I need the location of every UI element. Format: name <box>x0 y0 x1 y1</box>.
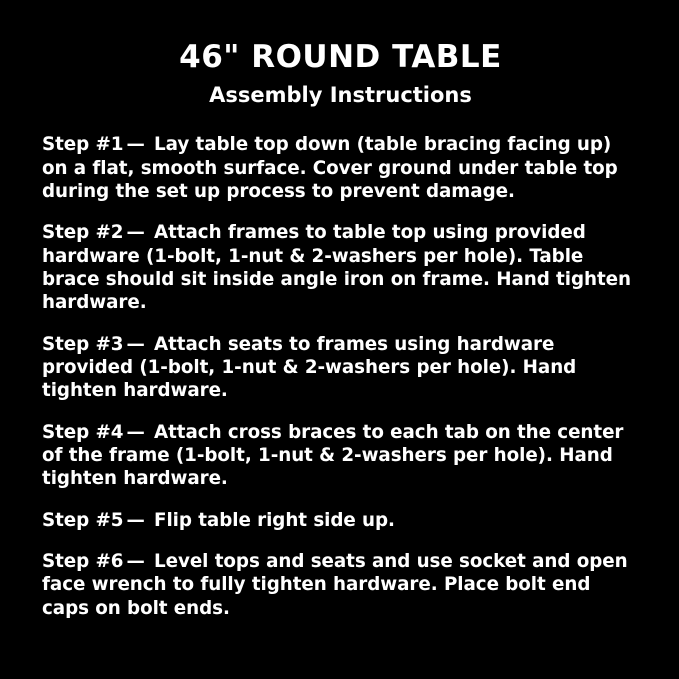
step-dash: — <box>126 421 145 443</box>
step-dash: — <box>126 509 145 531</box>
step-item <box>42 133 639 203</box>
step-label: Step #6 <box>42 551 124 573</box>
step-text: Lay table top down (table bracing facing up) on a flat, smooth surface. Cover ground under table top during the set up process to prevent damage. <box>42 134 618 202</box>
step-dash: — <box>126 333 145 355</box>
step-item <box>42 421 639 491</box>
step-label: Step #2 <box>42 222 124 244</box>
step-item <box>42 550 639 620</box>
steps-list <box>42 133 639 619</box>
step-text: Level tops and seats and use socket and open face wrench to fully tighten hardware. Place bolt end caps on bolt ends. <box>42 551 628 619</box>
step-item <box>42 509 639 532</box>
page-title: 46" ROUND TABLE <box>179 39 502 75</box>
step-dash: — <box>126 222 145 244</box>
step-text: Flip table right side up. <box>154 509 395 531</box>
step-label: Step #5 <box>42 509 124 531</box>
step-label: Step #1 <box>42 134 124 156</box>
step-dash: — <box>126 134 145 156</box>
step-label: Step #3 <box>42 333 124 355</box>
step-text: Attach seats to frames using hardware provided (1-bolt, 1-nut & 2-washers per hole). Hand tighten hardware. <box>42 333 577 401</box>
step-text: Attach frames to table top using provided hardware (1-bolt, 1-nut & 2-washers per hole). Table brace should sit inside angle iron on frame. Hand tighten hardware. <box>42 222 631 313</box>
step-item <box>42 333 639 403</box>
step-item <box>42 221 639 314</box>
step-text: Attach cross braces to each tab on the center of the frame (1-bolt, 1-nut & 2-washers per hole). Hand tighten hardware. <box>42 421 624 489</box>
step-label: Step #4 <box>42 421 124 443</box>
step-dash: — <box>126 551 145 573</box>
page-subtitle: Assembly Instructions <box>209 83 472 108</box>
